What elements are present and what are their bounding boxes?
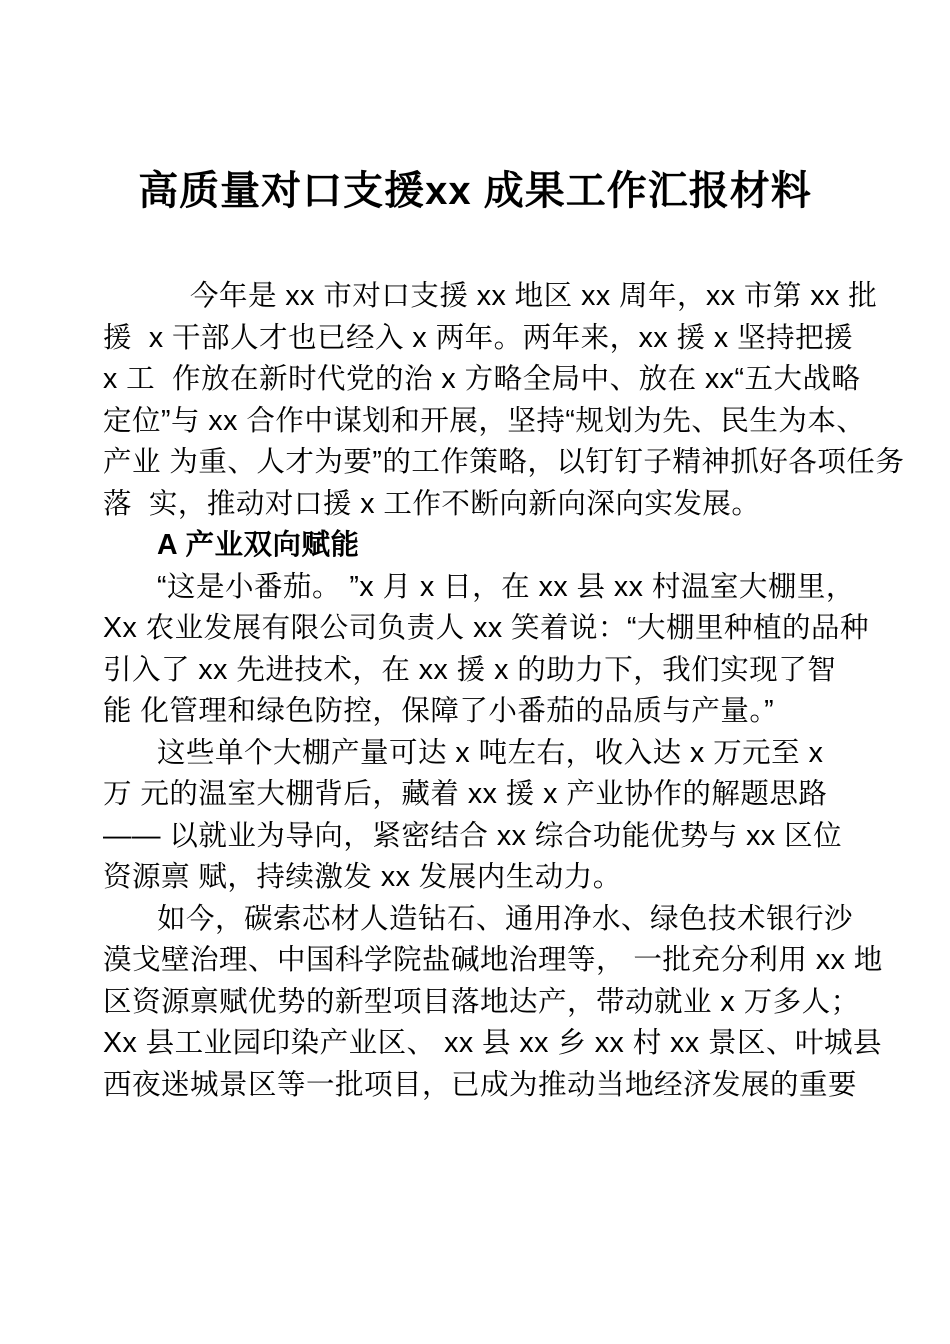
- document-title: 高质量对口支援xx 成果工作汇报材料: [138, 169, 812, 213]
- body-line: 资源禀 赋，持续激发 xx 发展内生动力。: [103, 861, 622, 893]
- body-line: 如今，碳索芯材人造钻石、通用净水、绿色技术银行沙: [157, 902, 854, 935]
- body-line: Xx 县工业园印染产业区、 xx 县 xx 乡 xx 村 xx 景区、叶城县: [103, 1027, 883, 1059]
- body-line: 西夜迷城景区等一批项目，已成为推动当地经济发展的重要: [103, 1068, 858, 1101]
- section-heading: A 产业双向赋能: [157, 529, 360, 561]
- body-line: 能 化管理和绿色防控，保障了小番茄的品质与产量。”: [103, 695, 775, 727]
- body-line: “这是小番茄。 ”x 月 x 日，在 xx 县 xx 村温室大棚里，: [157, 570, 855, 603]
- body-line: —— 以就业为导向，紧密结合 xx 综合功能优势与 xx 区位: [103, 819, 843, 852]
- body-line: 万 元的温室大棚背后，藏着 xx 援 x 产业协作的解题思路: [103, 778, 828, 810]
- body-line: 漠戈壁治理、中国科学院盐碱地治理等， 一批充分利用 xx 地: [103, 944, 883, 976]
- body-line: x 工 作放在新时代党的治 x 方略全局中、放在 xx“五大战略: [103, 363, 861, 395]
- body-line: 引入了 xx 先进技术，在 xx 援 x 的助力下，我们实现了智: [103, 653, 837, 686]
- body-line: 这些单个大棚产量可达 x 吨左右，收入达 x 万元至 x: [157, 736, 824, 769]
- body-line: 产业 为重、人才为要”的工作策略，以钉钉子精神抓好各项任务: [103, 446, 905, 478]
- body-line: Xx 农业发展有限公司负责人 xx 笑着说：“大棚里种植的品种: [103, 612, 870, 644]
- body-line: 定位”与 xx 合作中谋划和开展，坚持“规划为先、民生为本、: [103, 404, 866, 437]
- body-line: 区资源禀赋优势的新型项目落地达产，带动就业 x 万多人；: [103, 985, 860, 1018]
- body-line: 援 x 干部人才也已经入 x 两年。两年来，xx 援 x 坚持把援: [103, 321, 854, 354]
- body-line: 落 实，推动对口援 x 工作不断向新向深向实发展。: [103, 487, 761, 520]
- body-line: 今年是 xx 市对口支援 xx 地区 xx 周年，xx 市第 xx 批: [190, 280, 878, 312]
- document-body: [0, 276, 950, 1106]
